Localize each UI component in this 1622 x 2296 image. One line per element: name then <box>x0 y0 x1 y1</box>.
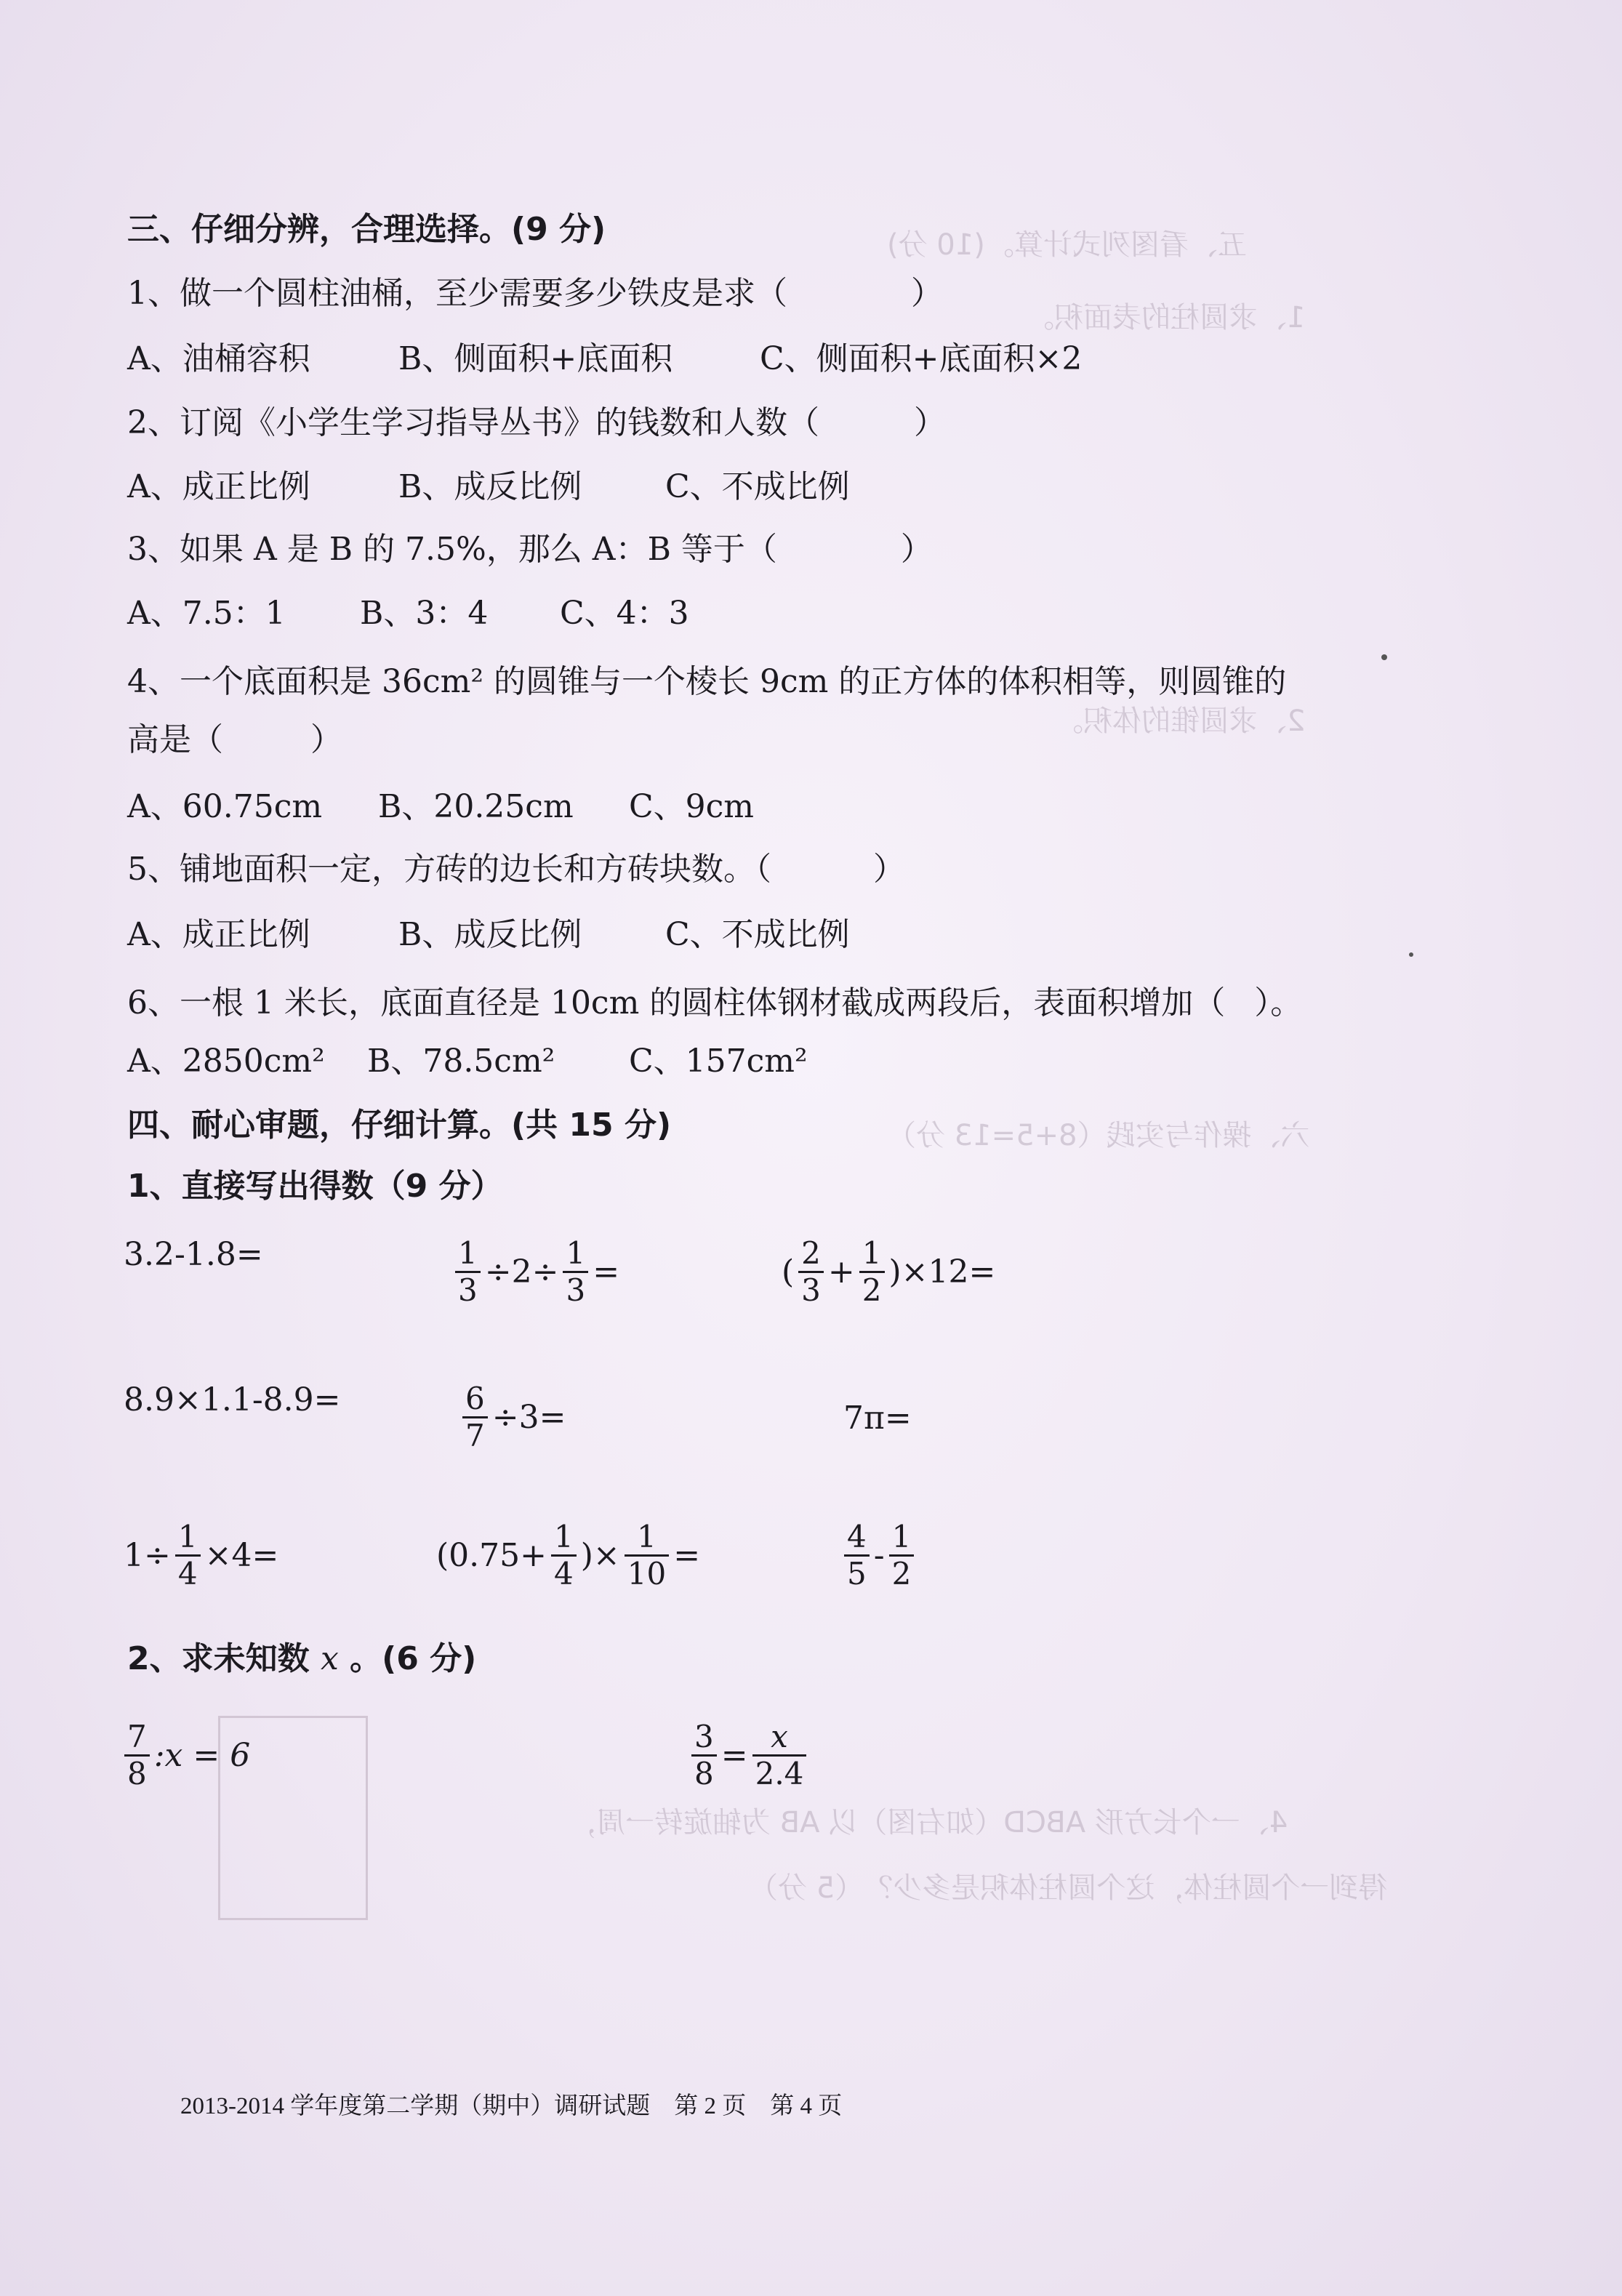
section4-title: 四、耐心审题，仔细计算。(共 15 分) <box>127 1107 672 1144</box>
bleed-text: 六、操作与实践（8+5=13 分） <box>887 1119 1310 1152</box>
q4-option-c: C、9cm <box>629 788 755 825</box>
q3-option-a: A、7.5：1 <box>127 595 286 632</box>
q3-text: 3、如果 A 是 B 的 7.5%，那么 A：B 等于（ ） <box>127 531 933 568</box>
q1-option-b: B、侧面积+底面积 <box>398 340 673 377</box>
calc-3: ( $\frac{2}{3}$ + $\frac{1}{2}$ )×12= <box>782 1235 996 1308</box>
q2-option-c: C、不成比例 <box>665 468 850 505</box>
section4-sub2: 2、求未知数 x 。(6 分) <box>127 1640 477 1677</box>
q6-option-b: B、78.5cm² <box>367 1043 555 1080</box>
q3-option-b: B、3：4 <box>360 595 489 632</box>
q6-option-a: A、2850cm² <box>127 1043 325 1080</box>
equation-2: $\frac{3}{8}$ = $\frac{x}{2.4}$ <box>687 1719 811 1791</box>
bleed-text: 五、看图列式计算。(10 分) <box>887 228 1247 262</box>
calc-1: 3.2-1.8= <box>124 1236 263 1273</box>
equation-1: $\frac{7}{8}$ :x = 6 <box>120 1719 250 1791</box>
calc-7: 1÷ $\frac{1}{4}$ ×4= <box>124 1519 279 1591</box>
bleed-text: 4、一个长方形 ABCD（如右图）以 AB 为轴旋转一周， <box>567 1806 1288 1839</box>
q2-option-b: B、成反比例 <box>398 468 582 505</box>
bleed-text: 2、求圆锥的体积。 <box>1054 705 1306 738</box>
q4-text: 4、一个底面积是 36cm² 的圆锥与一个棱长 9cm 的正方体的体积相等，则圆锥的 <box>127 663 1287 700</box>
q6-option-c: C、157cm² <box>629 1043 808 1080</box>
q4-text-cont: 高是（ ） <box>127 721 342 758</box>
page-footer: 2013-2014 学年度第二学期（期中）调研试题 第 2 页 第 4 页 <box>180 2093 843 2119</box>
q6-text: 6、一根 1 米长，底面直径是 10cm 的圆柱体钢材截成两段后，表面积增加（ ）。 <box>127 984 1303 1021</box>
bleed-text: 得到一个圆柱体，这个圆柱体积是多少？（5 分） <box>749 1871 1388 1905</box>
bleed-text: 1、求圆柱的表面积。 <box>1025 301 1306 334</box>
calc-4: 8.9×1.1-8.9= <box>124 1381 341 1418</box>
q5-option-c: C、不成比例 <box>665 916 850 953</box>
q1-option-c: C、侧面积+底面积×2 <box>760 340 1083 377</box>
q4-option-a: A、60.75cm <box>127 788 323 825</box>
speck <box>1409 952 1413 957</box>
speck <box>1381 654 1387 660</box>
q1-option-a: A、油桶容积 <box>127 340 310 377</box>
calc-9: $\frac{4}{5}$ - $\frac{1}{2}$ <box>840 1520 918 1591</box>
q1-text: 1、做一个圆柱油桶，至少需要多少铁皮是求（ ） <box>127 275 943 312</box>
section3-title: 三、仔细分辨，合理选择。(9 分) <box>127 211 606 248</box>
calc-6: 7π= <box>843 1400 912 1437</box>
q5-text: 5、铺地面积一定，方砖的边长和方砖块数。（ ） <box>127 851 905 888</box>
q2-option-a: A、成正比例 <box>127 468 310 505</box>
calc-8: (0.75+ $\frac{1}{4}$ )× $\frac{1}{10}$ = <box>436 1519 701 1591</box>
q5-option-b: B、成反比例 <box>398 916 582 953</box>
q4-option-b: B、20.25cm <box>378 788 574 825</box>
section4-sub1: 1、直接写出得数（9 分） <box>127 1168 503 1205</box>
q3-option-c: C、4：3 <box>560 595 689 632</box>
q2-text: 2、订阅《小学生学习指导丛书》的钱数和人数（ ） <box>127 404 946 441</box>
calc-5: $\frac{6}{7}$ ÷3= <box>458 1381 566 1453</box>
q5-option-a: A、成正比例 <box>127 916 310 953</box>
calc-2: $\frac{1}{3}$ ÷2÷ $\frac{1}{3}$ = <box>451 1236 619 1308</box>
